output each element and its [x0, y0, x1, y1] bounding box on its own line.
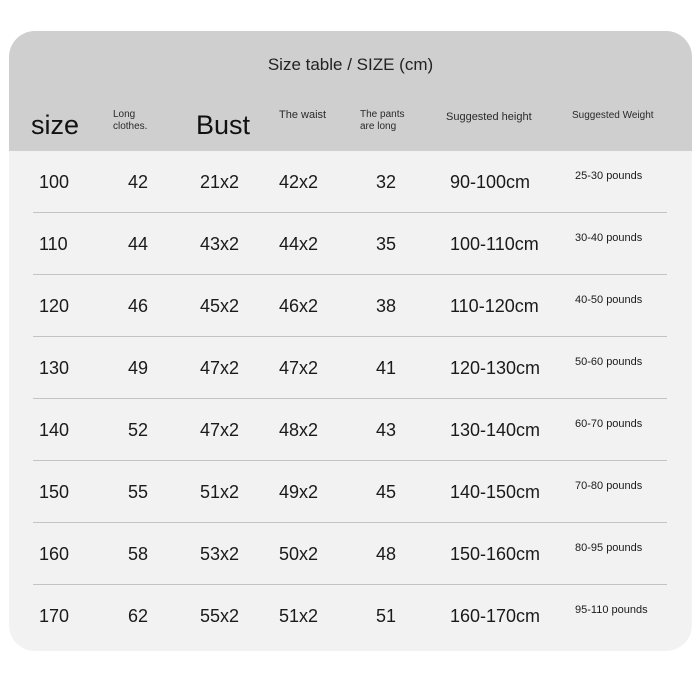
cell-suggested-height: 100-110cm	[450, 234, 539, 254]
cell-suggested-height: 140-150cm	[450, 482, 541, 502]
table-row	[9, 399, 692, 461]
table-row	[9, 585, 692, 647]
cell-pants-long: 41	[376, 358, 397, 378]
cell-long-clothes: 49	[128, 358, 149, 378]
cell-suggested-weight: 95-110 pounds	[575, 604, 648, 616]
cell-size: 150	[39, 482, 70, 502]
cell-long-clothes: 52	[128, 420, 149, 440]
cell-waist: 49x2	[279, 482, 319, 502]
cell-suggested-height: 110-120cm	[450, 296, 539, 316]
cell-long-clothes: 58	[128, 544, 149, 564]
table-title: Size table / SIZE (cm)	[267, 55, 434, 74]
cell-bust: 47x2	[200, 358, 240, 378]
header-long-clothes-line2: clothes.	[113, 121, 148, 132]
cell-bust: 51x2	[200, 482, 240, 502]
cell-suggested-height: 90-100cm	[450, 172, 531, 192]
cell-size: 120	[39, 296, 70, 316]
cell-waist: 48x2	[279, 420, 319, 440]
header-pants-line1: The pants	[360, 109, 405, 120]
table-row	[9, 213, 692, 275]
cell-suggested-weight: 60-70 pounds	[575, 418, 643, 430]
cell-suggested-height: 160-170cm	[450, 606, 541, 626]
header-waist: The waist	[279, 109, 327, 121]
table-row	[9, 461, 692, 523]
cell-bust: 43x2	[200, 234, 240, 254]
cell-bust: 45x2	[200, 296, 240, 316]
header-pants-long	[360, 109, 404, 133]
cell-long-clothes: 55	[128, 482, 149, 502]
cell-waist: 44x2	[279, 234, 319, 254]
cell-long-clothes: 42	[128, 172, 149, 192]
size-table-card	[9, 31, 692, 651]
cell-waist: 51x2	[279, 606, 319, 626]
table-row	[9, 337, 692, 399]
cell-long-clothes: 44	[128, 234, 149, 254]
cell-bust: 21x2	[200, 172, 240, 192]
cell-suggested-height: 150-160cm	[450, 544, 541, 564]
cell-pants-long: 51	[376, 606, 397, 626]
cell-long-clothes: 46	[128, 296, 149, 316]
cell-suggested-weight: 70-80 pounds	[575, 480, 643, 492]
cell-waist: 50x2	[279, 544, 319, 564]
cell-bust: 55x2	[200, 606, 240, 626]
cell-pants-long: 35	[376, 234, 397, 254]
header-pants-line2: are long	[360, 121, 397, 132]
cell-suggested-weight: 30-40 pounds	[575, 232, 643, 244]
cell-suggested-weight: 50-60 pounds	[575, 356, 643, 368]
cell-pants-long: 45	[376, 482, 397, 502]
header-suggested-weight: Suggested Weight	[572, 110, 654, 121]
cell-waist: 42x2	[279, 172, 319, 192]
header-size: size	[31, 110, 80, 140]
cell-suggested-height: 130-140cm	[450, 420, 541, 440]
table-header	[9, 31, 692, 151]
cell-pants-long: 32	[376, 172, 397, 192]
cell-pants-long: 38	[376, 296, 397, 316]
table-row	[9, 151, 692, 213]
cell-size: 110	[39, 234, 68, 254]
cell-size: 130	[39, 358, 70, 378]
table-row	[9, 275, 692, 337]
cell-bust: 53x2	[200, 544, 240, 564]
header-suggested-height: Suggested height	[446, 111, 532, 123]
cell-size: 160	[39, 544, 70, 564]
header-long-clothes-line1: Long	[113, 109, 136, 120]
cell-pants-long: 43	[376, 420, 397, 440]
cell-suggested-weight: 80-95 pounds	[575, 542, 643, 554]
cell-suggested-weight: 25-30 pounds	[575, 170, 643, 182]
cell-size: 140	[39, 420, 70, 440]
cell-waist: 46x2	[279, 296, 319, 316]
header-long-clothes	[113, 109, 147, 133]
header-bust: Bust	[196, 110, 251, 140]
cell-long-clothes: 62	[128, 606, 149, 626]
table-row	[9, 523, 692, 585]
cell-pants-long: 48	[376, 544, 397, 564]
cell-suggested-weight: 40-50 pounds	[575, 294, 643, 306]
cell-size: 170	[39, 606, 70, 626]
cell-bust: 47x2	[200, 420, 240, 440]
cell-size: 100	[39, 172, 70, 192]
cell-suggested-height: 120-130cm	[450, 358, 541, 378]
cell-waist: 47x2	[279, 358, 319, 378]
